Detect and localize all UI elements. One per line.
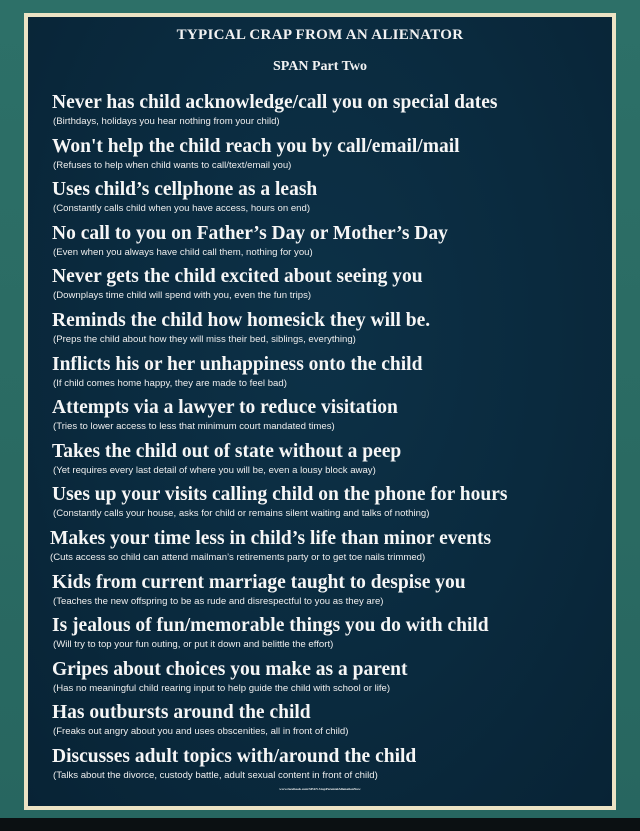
item-heading: Never gets the child excited about seeing you	[52, 266, 423, 288]
item-detail: (Has no meaningful child rearing input to help guide the child with school or life)	[53, 682, 391, 694]
item-detail: (Even when you always have child call them, nothing for you)	[53, 246, 313, 258]
item-heading: Attempts via a lawyer to reduce visitation	[52, 397, 398, 419]
poster-title: TYPICAL CRAP FROM AN ALIENATOR	[176, 27, 464, 43]
item-heading: Gripes about choices you make as a parent	[52, 658, 408, 680]
item-detail: (Cuts access so child can attend mailman’s retirements party or to get toe nails trimmed)	[50, 551, 426, 563]
list-item	[28, 309, 612, 353]
item-heading: Reminds the child how homesick they will be.	[52, 309, 431, 331]
item-heading: Won't help the child reach you by call/email/mail	[52, 135, 460, 157]
list-item	[28, 222, 612, 266]
item-heading: Inflicts his or her unhappiness onto the child	[52, 353, 423, 375]
list-item	[28, 440, 612, 484]
item-detail: (Talks about the divorce, custody battle, adult sexual content in front of child)	[53, 769, 378, 781]
item-heading: Is jealous of fun/memorable things you do with child	[52, 615, 489, 637]
item-heading: Takes the child out of state without a peep	[52, 440, 402, 462]
item-detail: (Will try to top your fun outing, or put it down and belittle the effort)	[53, 639, 334, 651]
list-item	[28, 483, 612, 527]
item-heading: Uses child’s cellphone as a leash	[52, 179, 318, 201]
item-detail: (Teaches the new offspring to be as rude and disrespectful to you as they are)	[53, 595, 384, 607]
list-item	[28, 658, 612, 702]
list-item	[28, 745, 612, 789]
list-item	[28, 353, 612, 397]
item-detail: (Downplays time child will spend with you, even the fun trips)	[53, 290, 312, 302]
item-heading: Discusses adult topics with/around the child	[52, 745, 417, 767]
list-item	[28, 178, 612, 222]
item-heading: Never has child acknowledge/call you on special dates	[52, 92, 498, 113]
item-detail: (Freaks out angry about you and uses obscenities, all in front of child)	[53, 726, 349, 738]
list-item	[28, 571, 612, 615]
item-list	[28, 91, 612, 789]
facebook-link[interactable]: www.facebook.com/SPAN.StopParentalAlienationNow	[279, 787, 361, 791]
item-heading: Has outbursts around the child	[52, 702, 311, 724]
item-detail: (Preps the child about how they will miss their bed, siblings, everything)	[53, 333, 356, 345]
list-item	[28, 91, 612, 135]
item-heading: Kids from current marriage taught to despise you	[52, 571, 466, 593]
item-heading: Uses up your visits calling child on the phone for hours	[52, 484, 508, 506]
list-item	[28, 265, 612, 309]
poster-subtitle: SPAN Part Two	[272, 59, 368, 74]
item-detail: (Constantly calls your house, asks for child or remains silent waiting and talks of nothing)	[53, 508, 430, 520]
item-heading: No call to you on Father’s Day or Mother’s Day	[52, 222, 448, 244]
poster	[24, 13, 616, 810]
item-heading: Makes your time less in child’s life than minor events	[50, 527, 492, 549]
item-detail: (Tries to lower access to less that minimum court mandated times)	[53, 421, 335, 433]
item-detail: (Birthdays, holidays you hear nothing from your child)	[53, 116, 280, 127]
list-item	[28, 701, 612, 745]
list-item	[28, 135, 612, 179]
list-item	[28, 396, 612, 440]
item-detail: (Constantly calls child when you have access, hours on end)	[53, 203, 311, 215]
item-detail: (Yet requires every last detail of where you will be, even a lousy block away)	[53, 464, 376, 476]
list-item	[28, 614, 612, 658]
list-item	[28, 527, 612, 571]
item-detail: (If child comes home happy, they are made to feel bad)	[53, 377, 287, 389]
item-detail: (Refuses to help when child wants to call/text/email you)	[53, 159, 292, 171]
bottom-edge	[0, 818, 640, 831]
